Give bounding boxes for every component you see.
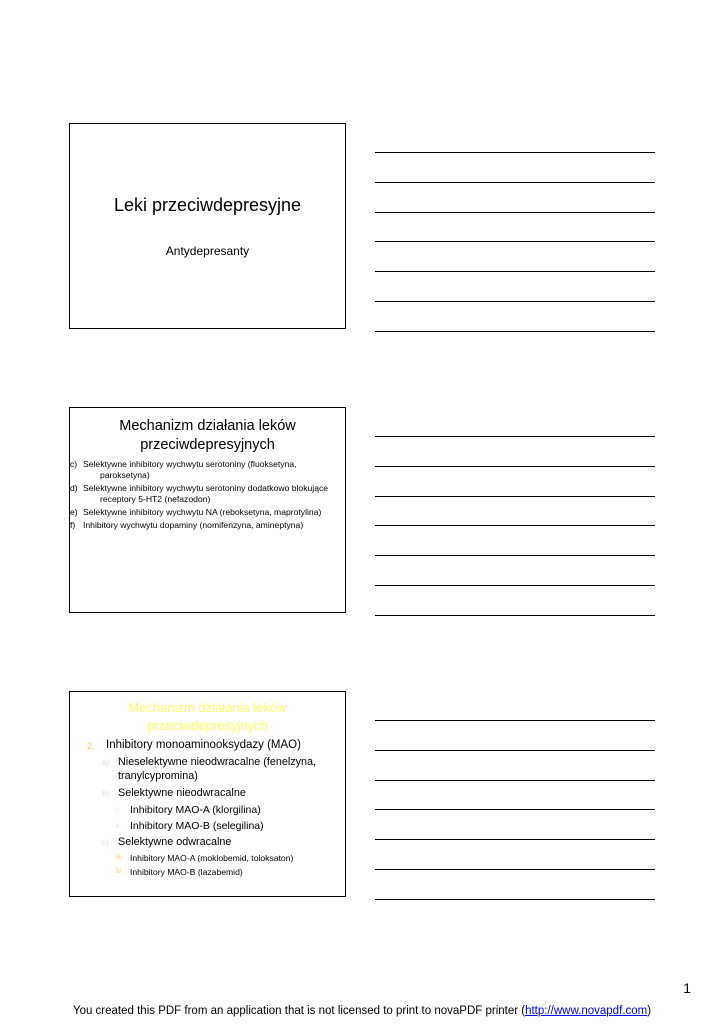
note-line bbox=[375, 212, 655, 213]
note-line bbox=[375, 331, 655, 332]
list-marker: e) bbox=[70, 507, 78, 517]
note-line bbox=[375, 720, 655, 721]
list-item bbox=[70, 483, 333, 505]
slide-3 bbox=[69, 691, 346, 897]
slide-3-body bbox=[70, 738, 345, 878]
footer-text: You created this PDF from an application that is not licensed to print to novaPDF printer ( bbox=[72, 1005, 526, 1017]
list-item bbox=[70, 507, 333, 518]
list-text: Inhibitory monoaminooksydazy (MAO) bbox=[106, 739, 301, 751]
note-line bbox=[375, 809, 655, 810]
list-marker: f) bbox=[70, 520, 76, 530]
list-text: Selektywne inhibitory wychwytu serotoniny dodatkowo blokujące receptory 5-HT2 (nefazodon) bbox=[83, 483, 329, 504]
list-text: Inhibitory MAO-B (lazabemid) bbox=[130, 867, 243, 877]
note-line bbox=[375, 241, 655, 242]
list-marker: iv. bbox=[116, 868, 123, 875]
slide-2 bbox=[69, 407, 346, 613]
note-line bbox=[375, 615, 655, 616]
list-marker: a) bbox=[102, 758, 110, 767]
list-item bbox=[70, 520, 333, 531]
slide-1-subtitle: Antydepresanty bbox=[165, 244, 250, 258]
note-line bbox=[375, 436, 655, 437]
list-text: Selektywne inhibitory wychwytu NA (reboksetyna, maprotylina) bbox=[83, 507, 322, 517]
note-line bbox=[375, 496, 655, 497]
list-item bbox=[70, 835, 345, 849]
note-line bbox=[375, 182, 655, 183]
list-text: Inhibitory wychwytu dopaminy (nomifenzyna, amineptyna) bbox=[83, 520, 304, 530]
note-line bbox=[375, 585, 655, 586]
list-text: Selektywne odwracalne bbox=[118, 836, 232, 848]
page-number: 1 bbox=[683, 980, 691, 996]
slide-1-title: Leki przeciwdepresyjne bbox=[113, 195, 302, 215]
footer-text-end: ) bbox=[647, 1005, 652, 1017]
list-text: Inhibitory MAO-B (selegilina) bbox=[130, 820, 264, 832]
list-marker: i. bbox=[116, 807, 120, 814]
list-text: Inhibitory MAO-A (moklobemid, toloksaton) bbox=[130, 853, 294, 863]
novapdf-link[interactable]: http://www.novapdf.com bbox=[525, 1005, 648, 1017]
list-item bbox=[70, 755, 345, 783]
list-item bbox=[70, 738, 345, 752]
list-item bbox=[70, 803, 345, 817]
note-line bbox=[375, 271, 655, 272]
note-line bbox=[375, 750, 655, 751]
note-line bbox=[375, 152, 655, 153]
note-line bbox=[375, 555, 655, 556]
list-text: Nieselektywne nieodwracalne (fenelzyna, tranylcypromina) bbox=[118, 756, 317, 782]
note-line bbox=[375, 869, 655, 870]
list-item bbox=[70, 852, 345, 864]
list-marker: c) bbox=[70, 459, 78, 469]
list-item bbox=[70, 459, 333, 481]
slide-1 bbox=[69, 123, 346, 329]
list-marker: ii. bbox=[116, 823, 122, 830]
note-line bbox=[375, 301, 655, 302]
note-line bbox=[375, 466, 655, 467]
list-marker: d) bbox=[70, 483, 78, 493]
list-item bbox=[70, 819, 345, 833]
list-text: Selektywne inhibitory wychwytu serotoniny (fluoksetyna, paroksetyna) bbox=[83, 459, 297, 480]
list-text: Inhibitory MAO-A (klorgilina) bbox=[130, 804, 261, 816]
list-marker: c) bbox=[102, 838, 109, 847]
slide-2-title: Mechanizm działania leków przeciwdepresyjnych bbox=[119, 418, 296, 453]
note-line bbox=[375, 839, 655, 840]
list-marker: iii. bbox=[116, 854, 123, 861]
list-item bbox=[70, 786, 345, 800]
note-line bbox=[375, 525, 655, 526]
slide-3-title: Mechanizm działania leków przeciwdepresyjnych bbox=[128, 700, 287, 733]
footer-notice bbox=[0, 1005, 724, 1017]
list-text: Selektywne nieodwracalne bbox=[118, 787, 246, 799]
list-marker: 2. bbox=[87, 741, 95, 751]
slide-2-list bbox=[70, 459, 345, 531]
note-line bbox=[375, 780, 655, 781]
list-marker: b) bbox=[102, 789, 110, 798]
note-line bbox=[375, 899, 655, 900]
list-item bbox=[70, 866, 345, 878]
